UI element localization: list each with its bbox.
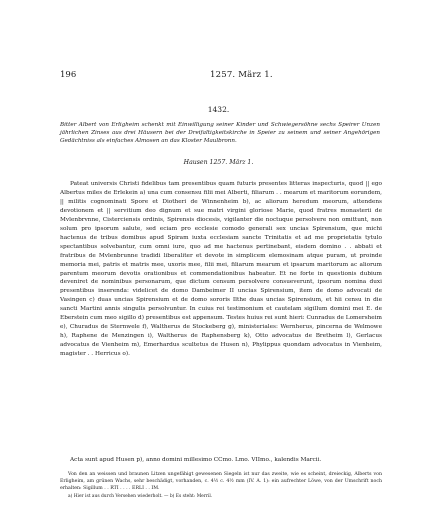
seal-description-note: Von den an weissen und braunen Litzen ungefähigt gewesenen Siegeln ist nur das zweite, wie es scheint, dreieckig, Alberts von Erligheim, am grünen Wachs, sehr beschädigt, vorhanden, c. 4½ c. 4½ mm (IV. A. 1): ein aufrechter Löwe, von der Umschrift noch erhalten: Sigillum . . RTI . . . . ERLI . . IM. (60, 472, 382, 491)
page-header (60, 70, 380, 82)
running-title: 1257. März 1. (210, 70, 273, 80)
charter-closing-line: Acta sunt apud Husen p), anno domini millesimo CCmo. Lmo. VIImo., kalendis Marcii. (70, 457, 322, 463)
document-regest: Bitter Albert von Erligheim schenkt mit Einwilligung seiner Kinder und Schwiegersöhne sechs Speirer Unzen jährlichen Zinses aus drei Häusern bei der Dreifaltigkeitskirche in Speier zu seinem und seiner Angehörigen Gedächtniss als einfaches Almosen an das Kloster Maulbronn. (60, 122, 380, 144)
charter-body-text: Pateat universis Christi fidelibus tam presentibus quam futuris presentes litteras inspecturis, quod || ego Albertus miles de Erlekein a) una cum consensu filii mei Alberti, filiarum . . mearum et maritorum eorundem, || militis cognominati Spore et Diotheri de Winnenheim b), ac aliorum heredum meorum, attendens devotionem et || servitium deo dignum et sue matri virgini gloriose Marie, quod fratres monasterii de Mvlenbrvnne, Cisterciensis ordinis, Spirensis diocesis, vigilanter die noctuque persolvere non omittunt, non solum pro ipsorum salute, sed eciam pro ecclesie comodo generali sex uncias Spirensium, que michi hactenus de tribus domibus apud Spiram iuxta ecclesiam sancte Trinitatis et ad me proprietatis tytulo spectantibus solvebantur, cum omni iure, quo ad me hactenus pertinebant, eisdem domino . . abbati et fratribus de Mvlenbrunne tradidi liberaliter et devote in simplicem elemosinam atque puram, ut proinde memoria mei, patris et matris mee, uxoris mee, filii mei, filiarum mearum et ipsarum maritorum ac aliorum parentum meorum devotis orationibus et commendationibus habeatur. Et ne forte in questionis dubium deveniret de nominibus personarum, que dictum censum persolvere consueverunt, ipsorum nomina duxi presentibus inserenda: videlicet de domo Dambeimer II uncias Spirensium, item de domo advocati de Vasingen c) duas uncias Spirensium et de domo sororis Ilthe duas uncias Spirensium, et hii censu in die sancti Martini annis singulis persolvuntur. In cuius rei testimonium et cautelam sigillum domini mei E. de Eberstein cum meo sigillo d) presentibus est appensum. Testes huius rei sunt hieri: Cunradus de Lomersheim e), Churadus de Sternwele f), Waltherus de Stockeberg g), ministeriales: Wernherus, pincerna de Welmowe h), Raphene de Menzingen i), Waltherus de Raphensberg k), Otto advocatus de Bretheim l), Gerlacus advocatus de Vienheim m), Emerhardus scultetus de Husen n), Phylippus quondam advocatus in Vienheim, magister . . Herricus o). (60, 181, 382, 358)
document-date-line: Hausen 1257. März 1. (183, 159, 254, 166)
footnote: a) Hier ist aus durch Versehen wiederholt. — b) Es steht: Merril. (68, 494, 213, 499)
page-number: 196 (60, 70, 77, 80)
document-number: 1432. (207, 105, 230, 114)
